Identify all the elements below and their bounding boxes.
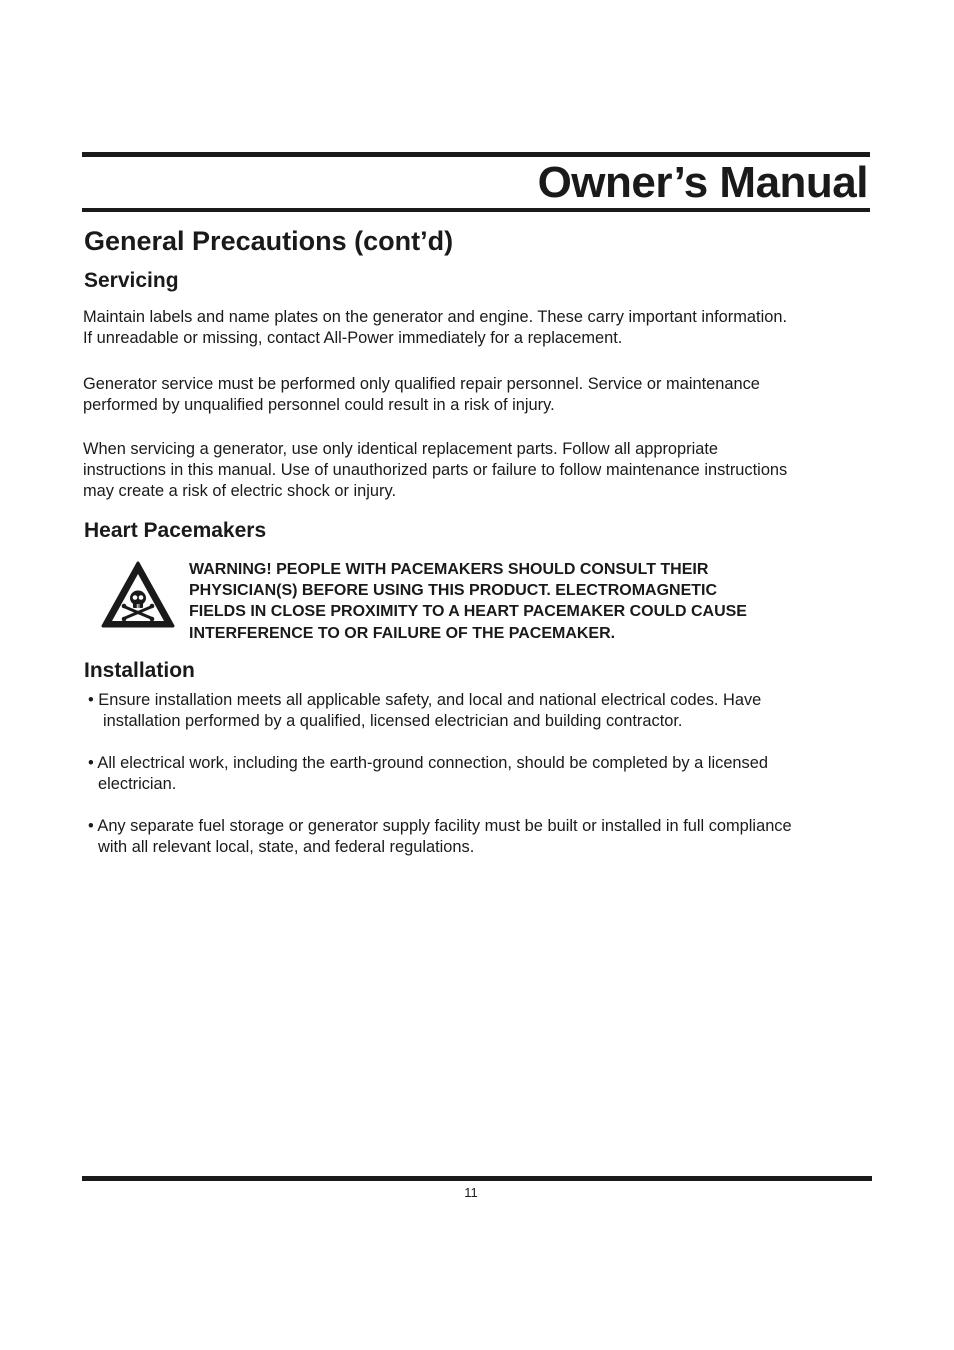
text-line: performed by unqualified personnel could result in a risk of injury. — [83, 396, 555, 415]
section-title: General Precautions (cont’d) — [84, 226, 454, 256]
pacemaker-warning-text — [189, 559, 869, 644]
text-line: Generator service must be performed only qualified repair personnel. Service or maintenance — [83, 375, 760, 393]
warning-line: PHYSICIAN(S) BEFORE USING THIS PRODUCT. ELECTROMAGNETIC — [189, 582, 718, 600]
servicing-paragraph — [83, 307, 883, 349]
header-top-rule — [82, 152, 870, 157]
list-item — [88, 753, 888, 795]
servicing-paragraph — [83, 374, 883, 416]
document-title: Owner’s Manual — [537, 158, 868, 207]
text-line: with all relevant local, state, and federal regulations. — [98, 838, 475, 857]
text-line: instructions in this manual. Use of unauthorized parts or failure to follow maintenance instructions — [83, 461, 788, 480]
installation-heading: Installation — [84, 659, 195, 682]
page-number: 11 — [464, 1185, 478, 1200]
text-line: • Ensure installation meets all applicable safety, and local and national electrical codes. Have — [88, 691, 762, 709]
pacemakers-heading: Heart Pacemakers — [84, 519, 267, 542]
text-line: electrician. — [98, 775, 177, 794]
warning-line: WARNING! PEOPLE WITH PACEMAKERS SHOULD CONSULT THEIR — [189, 561, 709, 578]
text-line: Maintain labels and name plates on the generator and engine. These carry important information. — [83, 308, 788, 326]
text-line: • All electrical work, including the earth-ground connection, should be completed by a licensed — [88, 754, 768, 772]
text-line: If unreadable or missing, contact All-Power immediately for a replacement. — [83, 329, 623, 348]
warning-line: INTERFERENCE TO OR FAILURE OF THE PACEMAKER. — [189, 624, 616, 642]
list-item — [88, 690, 888, 732]
text-line: When servicing a generator, use only identical replacement parts. Follow all appropriate — [83, 440, 719, 458]
list-item — [88, 816, 888, 858]
servicing-paragraph — [83, 439, 893, 503]
text-line: • Any separate fuel storage or generator supply facility must be built or installed in full compliance — [88, 817, 792, 835]
servicing-heading: Servicing — [84, 269, 179, 292]
footer-rule — [82, 1176, 872, 1181]
skull-warning-icon — [100, 560, 176, 630]
warning-line: FIELDS IN CLOSE PROXIMITY TO A HEART PACEMAKER COULD CAUSE — [189, 603, 747, 621]
header-bottom-rule — [82, 208, 870, 212]
text-line: may create a risk of electric shock or injury. — [83, 482, 397, 501]
text-line: installation performed by a qualified, licensed electrician and building contractor. — [103, 712, 683, 731]
